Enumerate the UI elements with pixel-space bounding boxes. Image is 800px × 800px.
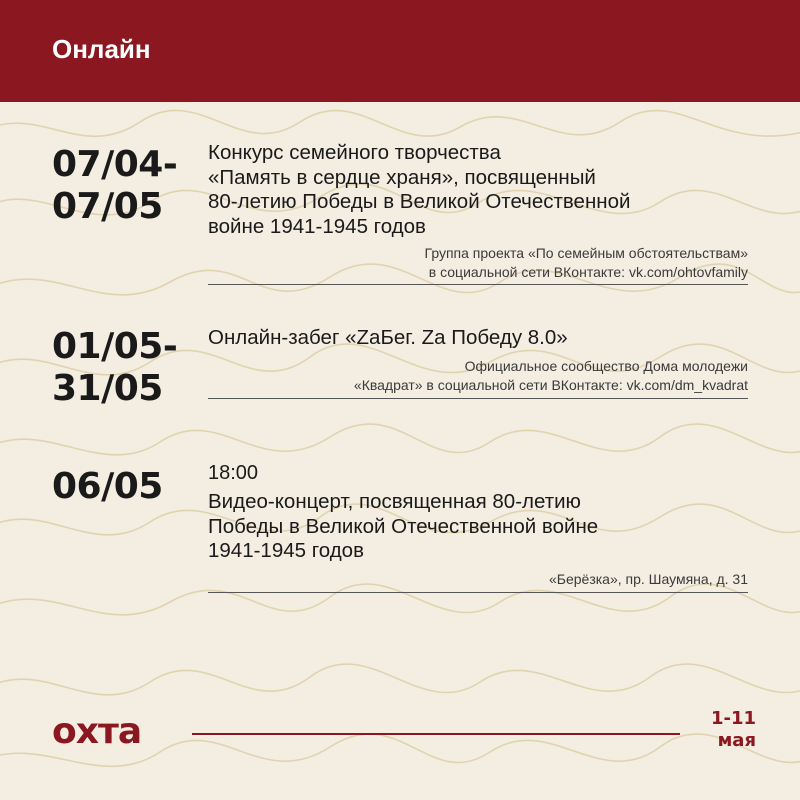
event-time: 18:00 bbox=[208, 462, 259, 484]
event-title: Конкурс семейного творчества «Память в сердце храня», посвященный 80-летию Победы в Великой Отечественной войне 1941-1945 годов bbox=[208, 141, 631, 238]
event-date: 07/04- 07/05 bbox=[52, 144, 178, 227]
logo-text: охта bbox=[52, 712, 142, 752]
event-divider bbox=[208, 284, 748, 285]
event-location: Группа проекта «По семейным обстоятельствам» в социальной сети ВКонтакте: vk.com/ohtovfamily bbox=[424, 245, 748, 280]
header-bar bbox=[0, 0, 800, 102]
event-location: Официальное сообщество Дома молодежи «Квадрат» в социальной сети ВКонтакте: vk.com/dm_kvadrat bbox=[353, 358, 748, 393]
event-divider bbox=[208, 592, 748, 593]
event-date: 01/05- 31/05 bbox=[52, 326, 178, 409]
event-title: Онлайн-забег «ZaБег. Za Победу 8.0» bbox=[208, 326, 568, 349]
footer-divider bbox=[192, 733, 680, 735]
event-divider bbox=[208, 398, 748, 399]
event-location: «Берёзка», пр. Шаумяна, д. 31 bbox=[548, 571, 748, 587]
event-date: 06/05 bbox=[52, 466, 163, 507]
okhta-logo bbox=[52, 712, 172, 757]
festival-dates: 1-11 мая bbox=[710, 708, 756, 751]
event-title: Видео-концерт, посвященная 80-летию Победы в Великой Отечественной войне 1941-1945 годов bbox=[208, 490, 599, 562]
page-title: Онлайн bbox=[52, 34, 151, 64]
